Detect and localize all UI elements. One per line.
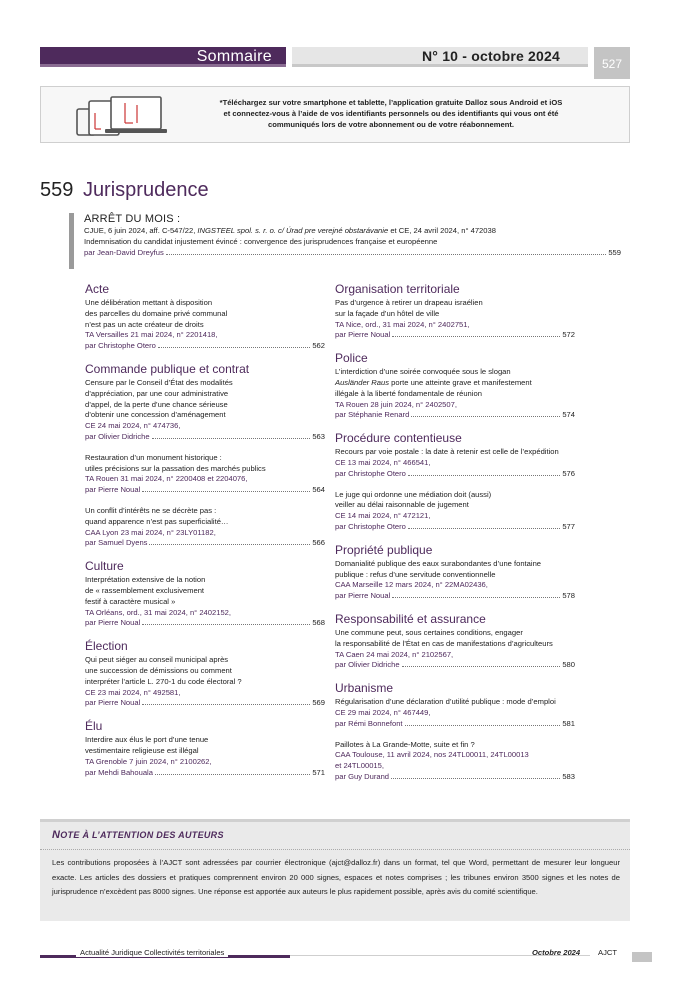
toc-entry[interactable] bbox=[85, 378, 325, 443]
entry-page: 583 bbox=[562, 771, 575, 781]
entry-author-line[interactable] bbox=[85, 618, 325, 629]
entry-title-line: d’obtenir une concession d’aménagement bbox=[85, 410, 226, 420]
entry-title-line: veiller au délai raisonnable de jugement bbox=[335, 500, 469, 510]
entry-title-line: Recours par voie postale : la date à retenir est celle de l’expédition bbox=[335, 447, 559, 457]
entry-page: 577 bbox=[562, 521, 575, 531]
dot-leader bbox=[392, 597, 560, 598]
entry-page: 562 bbox=[312, 341, 325, 351]
entry-author-line[interactable] bbox=[335, 719, 575, 730]
dot-leader bbox=[158, 347, 310, 348]
entry-author: par Christophe Otero bbox=[85, 341, 156, 351]
arret-summary: Indemnisation du candidat injustement évincé : convergence des jurisprudences française et européenne bbox=[84, 237, 438, 246]
entry-author-line[interactable] bbox=[335, 522, 575, 533]
category-heading: Procédure contentieuse bbox=[335, 431, 462, 446]
dot-leader bbox=[149, 544, 310, 545]
toc-entry[interactable] bbox=[335, 367, 575, 421]
dot-leader bbox=[152, 438, 311, 439]
app-notice-text: *Téléchargez sur votre smartphone et tablette, l’application gratuite Dalloz sous Android et iOS et connectez-vous à l’aide de vos identifiants personnels ou des identifiants qui vous ont été communiqués lors de votre abonnement ou de votre réabonnement. bbox=[219, 98, 563, 129]
entry-reference: TA Nice, ord., 31 mai 2024, n° 2402751, bbox=[335, 319, 470, 329]
entry-reference: CE 29 mai 2024, n° 467449, bbox=[335, 707, 431, 717]
toc-entry[interactable] bbox=[335, 697, 575, 729]
entry-title-line: utiles précisions sur la passation des marchés publics bbox=[85, 463, 266, 473]
entry-reference: CAA Lyon 23 mai 2024, n° 23LY01182, bbox=[85, 527, 216, 537]
entry-reference: TA Grenoble 7 juin 2024, n° 2100262, bbox=[85, 756, 212, 766]
footer-tab bbox=[632, 952, 652, 962]
entry-reference: TA Rouen 31 mai 2024, n° 2200408 et 2204076, bbox=[85, 474, 248, 484]
section-name: Jurisprudence bbox=[82, 179, 209, 201]
page-number-box bbox=[594, 47, 630, 79]
entry-title-line: de « rassemblement exclusivement bbox=[85, 585, 205, 595]
note-title: NOTE À L’ATTENTION DES AUTEURS bbox=[52, 829, 224, 841]
entry-title-line: n’est pas un acte créateur de droits bbox=[85, 319, 204, 329]
toc-entry[interactable] bbox=[335, 447, 575, 479]
entry-page: 566 bbox=[312, 538, 325, 548]
entry-title-line: d’appréciation, par une cour administrative bbox=[85, 388, 229, 398]
entry-reference: TA Orléans, ord., 31 mai 2024, n° 2402152, bbox=[85, 607, 232, 617]
entry-title-line: Un conflit d’intérêts ne se décrète pas : bbox=[85, 505, 217, 515]
entry-title-line: Censure par le Conseil d’État des modalités bbox=[85, 377, 233, 387]
entry-title-line: L’interdiction d’une soirée convoquée sous le slogan bbox=[335, 367, 511, 377]
entry-title-line: illégale à la liberté fondamentale de réunion bbox=[335, 388, 482, 398]
entry-author: par Pierre Noual bbox=[335, 330, 391, 340]
entry-page: 576 bbox=[562, 468, 575, 478]
entry-title-line: festif à caractère musical » bbox=[85, 596, 176, 606]
page-number: 527 bbox=[601, 57, 623, 71]
entry-author-line[interactable] bbox=[335, 591, 575, 602]
entry-author: par Olivier Didriche bbox=[85, 431, 150, 441]
category-heading: Responsabilité et assurance bbox=[335, 611, 486, 626]
entry-author: par Samuel Dyens bbox=[85, 538, 148, 548]
category-heading: Culture bbox=[85, 559, 124, 574]
toc-entry[interactable] bbox=[335, 740, 575, 783]
devices-icon bbox=[75, 95, 175, 137]
entry-title-line: Une commune peut, sous certaines conditions, engager bbox=[335, 627, 523, 637]
entry-author: par Rémi Bonnefont bbox=[335, 718, 403, 728]
entry-author: par Pierre Noual bbox=[85, 698, 141, 708]
entry-author-line[interactable] bbox=[85, 485, 325, 496]
section-page: 559 bbox=[40, 179, 74, 201]
entry-author: par Christophe Otero bbox=[335, 521, 406, 531]
entry-author-line[interactable] bbox=[335, 772, 575, 783]
entry-page: 572 bbox=[562, 330, 575, 340]
entry-author-line[interactable] bbox=[335, 410, 575, 421]
entry-author-line[interactable] bbox=[85, 432, 325, 443]
entry-author: par Mehdi Bahouala bbox=[85, 767, 153, 777]
entry-author-line[interactable] bbox=[335, 660, 575, 671]
entry-title-line: des parcelles du domaine privé communal bbox=[85, 308, 228, 318]
entry-title-line: Une délibération mettant à disposition bbox=[85, 298, 213, 307]
arret-citation: CJUE, 6 juin 2024, aff. C-547/22, INGSTEEL spol. s. r. o. c/ Úrad pre verejné obstarávanie et CE, 24 avril 2024, n° 472038 bbox=[84, 226, 496, 235]
entry-author: par Christophe Otero bbox=[335, 468, 406, 478]
entry-reference: CE 14 mai 2024, n° 472121, bbox=[335, 511, 431, 521]
category-heading: Police bbox=[335, 351, 368, 366]
arret-page: 559 bbox=[608, 248, 621, 257]
dot-leader bbox=[408, 528, 560, 529]
entry-page: 568 bbox=[312, 618, 325, 628]
note-divider bbox=[40, 849, 630, 850]
entry-title-line: interpréter l’article L. 270-1 du code électoral ? bbox=[85, 676, 242, 686]
entry-author-line[interactable] bbox=[85, 538, 325, 549]
entry-title-line: Le juge qui ordonne une médiation doit (aussi) bbox=[335, 489, 492, 499]
entry-author: par Pierre Noual bbox=[85, 618, 141, 628]
entry-title-line: vestimentaire religieuse est illégal bbox=[85, 745, 199, 755]
dot-leader bbox=[142, 491, 310, 492]
category-heading: Commande publique et contrat bbox=[85, 361, 250, 376]
category-heading: Élu bbox=[85, 719, 103, 734]
toc-entry[interactable] bbox=[85, 453, 325, 496]
entry-reference: CE 13 mai 2024, n° 466541, bbox=[335, 457, 431, 467]
entry-title-line: Qui peut siéger au conseil municipal après bbox=[85, 655, 229, 665]
dot-leader bbox=[402, 666, 561, 667]
entry-title-line: d’appel, de la perte d’une chance sérieuse bbox=[85, 399, 228, 409]
arret-du-mois bbox=[69, 213, 621, 269]
footer-publication: Actualité Juridique Collectivités territoriales bbox=[76, 948, 228, 957]
toc-left-column bbox=[85, 282, 325, 788]
entry-author: par Pierre Noual bbox=[335, 591, 391, 601]
entry-reference: TA Versailles 21 mai 2024, n° 2201418, bbox=[85, 330, 218, 340]
entry-title-line: Domanialité publique des eaux surabondantes d’une fontaine bbox=[335, 558, 542, 568]
toc-entry[interactable] bbox=[335, 559, 575, 602]
entry-title-line: publique : refus d’une servitude conventionnelle bbox=[335, 569, 496, 579]
entry-title-line: sur la façade d’un hôtel de ville bbox=[335, 308, 440, 318]
entry-reference: et 24TL00015, bbox=[335, 761, 384, 771]
entry-page: 574 bbox=[562, 410, 575, 420]
entry-author-line[interactable] bbox=[335, 469, 575, 480]
toc-right-column bbox=[335, 282, 575, 793]
toc-entry[interactable] bbox=[85, 298, 325, 352]
dot-leader bbox=[408, 475, 560, 476]
entry-page: 580 bbox=[562, 660, 575, 670]
entry-author: par Guy Durand bbox=[335, 771, 390, 781]
entry-title-line: Restauration d’un monument historique : bbox=[85, 452, 222, 462]
category-heading: Acte bbox=[85, 282, 110, 296]
toc-entry[interactable] bbox=[85, 575, 325, 629]
entry-page: 563 bbox=[312, 431, 325, 441]
entry-author-line[interactable] bbox=[85, 698, 325, 709]
footer-date: Octobre 2024 bbox=[532, 948, 581, 957]
category-heading: Élection bbox=[85, 639, 128, 654]
entry-reference: CAA Toulouse, 11 avril 2024, nos 24TL00011, 24TL00013 bbox=[335, 750, 529, 760]
entry-title-line: Interdire aux élus le port d’une tenue bbox=[85, 735, 209, 745]
entry-reference: CE 24 mai 2024, n° 474736, bbox=[85, 421, 181, 431]
app-notice-box bbox=[40, 86, 630, 143]
entry-author-line[interactable] bbox=[85, 341, 325, 352]
entry-reference: CAA Marseille 12 mars 2024, n° 22MA02436, bbox=[335, 580, 488, 590]
entry-reference: TA Rouen 28 juin 2024, n° 2402507, bbox=[335, 399, 457, 409]
entry-page: 564 bbox=[312, 485, 325, 495]
category-heading: Urbanisme bbox=[335, 681, 394, 696]
dot-leader bbox=[411, 416, 560, 417]
entry-reference: TA Caen 24 mai 2024, n° 2102567, bbox=[335, 649, 454, 659]
arret-heading: ARRÊT DU MOIS : bbox=[84, 213, 181, 225]
entry-title-line: Paillotes à La Grande-Motte, suite et fin ? bbox=[335, 739, 475, 749]
toc-entry[interactable] bbox=[335, 298, 575, 341]
entry-title-line: Régularisation d’une déclaration d’utilité publique : mode d’emploi bbox=[335, 697, 556, 707]
entry-title-line: Pas d’urgence à retirer un drapeau israélien bbox=[335, 298, 483, 307]
entry-author: par Pierre Noual bbox=[85, 485, 141, 495]
entry-page: 569 bbox=[312, 698, 325, 708]
toc-entry[interactable] bbox=[335, 628, 575, 671]
entry-title-line: Interprétation extensive de la notion bbox=[85, 575, 206, 585]
dot-leader bbox=[155, 774, 310, 775]
entry-author-line[interactable] bbox=[335, 330, 575, 341]
arret-author: par Jean-David Dreyfus bbox=[84, 248, 164, 257]
entry-author-line[interactable] bbox=[85, 768, 325, 779]
entry-title-line: une succession de démissions ou comment bbox=[85, 665, 232, 675]
section-label: Sommaire bbox=[196, 48, 272, 65]
dot-leader bbox=[142, 704, 310, 705]
toc-entry[interactable] bbox=[85, 655, 325, 709]
entry-title-line: la responsabilité de l’État en cas de manifestations d’agriculteurs bbox=[335, 638, 553, 648]
entry-author: par Stéphanie Renard bbox=[335, 410, 410, 420]
author-note-box bbox=[40, 819, 630, 921]
issue-banner bbox=[292, 47, 588, 67]
footer-journal: AJCT bbox=[598, 948, 617, 957]
entry-page: 578 bbox=[562, 591, 575, 601]
category-heading: Propriété publique bbox=[335, 542, 433, 557]
dot-leader bbox=[391, 778, 560, 779]
entry-italic-text: Ausländer Raus bbox=[335, 377, 390, 387]
entry-title-line bbox=[335, 378, 575, 389]
toc-entry[interactable] bbox=[335, 490, 575, 533]
section-title bbox=[40, 179, 209, 202]
issue-label: N° 10 - octobre 2024 bbox=[422, 48, 560, 64]
note-text: Les contributions proposées à l’AJCT sont adressées par courrier électronique (ajct@dalloz.fr) dans un format, tel que Word, permettant de mesurer leur longueur exacte. Les articles des dossiers et pratiques comprennent environ 20 000 signes, espaces et notes comprises ; les tribunes environ 3500 signes et les notes de jurisprudence n’excèdent pas 8000 signes. Une réponse est apportée aux auteurs le plus rapidement possible, après avis du comité scientifique. bbox=[52, 858, 620, 897]
dot-leader bbox=[392, 336, 560, 337]
category-heading: Organisation territoriale bbox=[335, 282, 460, 296]
dot-leader bbox=[166, 254, 607, 255]
dot-leader bbox=[405, 725, 561, 726]
entry-page: 571 bbox=[312, 767, 325, 777]
entry-title-text: porte une atteinte grave et manifestement bbox=[389, 377, 532, 387]
arret-author-line[interactable] bbox=[84, 247, 621, 258]
entry-reference: CE 23 mai 2024, n° 492581, bbox=[85, 687, 181, 697]
toc-entry[interactable] bbox=[85, 735, 325, 778]
toc-entry[interactable] bbox=[85, 506, 325, 549]
dot-leader bbox=[142, 624, 310, 625]
entry-title-line: quand apparence n’est pas superficialité… bbox=[85, 516, 229, 526]
section-banner bbox=[40, 47, 286, 67]
entry-page: 581 bbox=[562, 718, 575, 728]
entry-author: par Olivier Didriche bbox=[335, 660, 400, 670]
